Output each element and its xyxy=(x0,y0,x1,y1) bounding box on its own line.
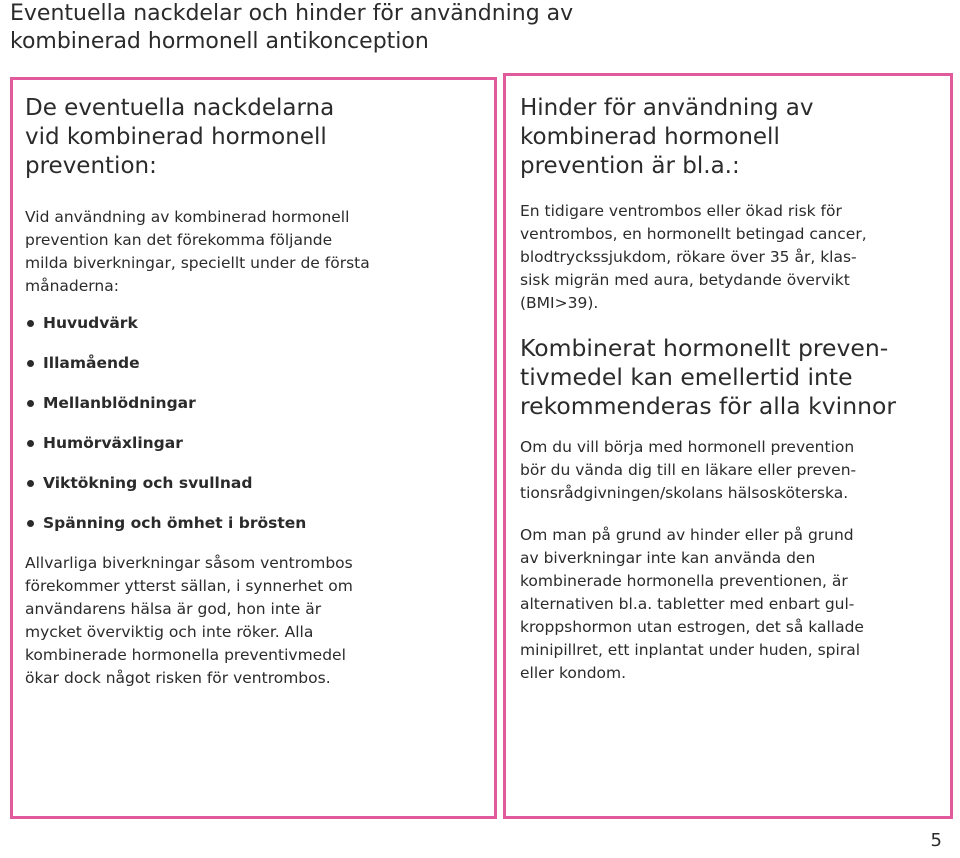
page-title-line: kombinerad hormonell antikonception xyxy=(10,29,429,54)
doctor-advice-paragraph xyxy=(520,436,940,505)
text-line: av biverkningar inte kan använda den xyxy=(520,549,816,567)
text-line: En tidigare ventrombos eller ökad risk för xyxy=(520,202,842,220)
list-item xyxy=(25,312,482,335)
heading-line: tivmedel kan emellertid inte xyxy=(520,363,853,391)
list-item xyxy=(25,392,482,415)
drawbacks-heading xyxy=(25,94,385,181)
bullet-icon xyxy=(27,520,34,527)
text-line: kombinerade hormonella preventivmedel xyxy=(25,646,346,664)
drawbacks-box xyxy=(10,77,497,819)
list-item-label: Viktökning och svullnad xyxy=(43,474,253,492)
page-title xyxy=(10,0,950,56)
text-line: kombinerade hormonella preventionen, är xyxy=(520,572,848,590)
bullet-icon xyxy=(27,360,34,367)
text-line: användarens hälsa är god, hon inte är xyxy=(25,600,322,618)
heading-line: rekommenderas för alla kvinnor xyxy=(520,392,897,420)
text-line: Om du vill börja med hormonell prevention xyxy=(520,438,855,456)
page-title-line: Eventuella nackdelar och hinder för användning av xyxy=(10,1,574,26)
side-effects-list xyxy=(25,312,482,535)
bullet-icon xyxy=(27,480,34,487)
page-number: 5 xyxy=(930,830,942,851)
contraindications-paragraph xyxy=(520,200,940,315)
text-line: sisk migrän med aura, betydande övervikt xyxy=(520,271,850,289)
mild-side-effects-intro xyxy=(25,206,455,298)
bullet-icon xyxy=(27,400,34,407)
text-line: ventrombos, en hormonellt betingad cancer, xyxy=(520,225,867,243)
serious-side-effects-paragraph xyxy=(25,552,455,690)
text-line: Om man på grund av hinder eller på grund xyxy=(520,526,854,544)
recommendation-heading xyxy=(520,334,940,421)
list-item xyxy=(25,472,482,495)
alternatives-paragraph xyxy=(520,524,940,685)
text-line: Vid användning av kombinerad hormonell xyxy=(25,208,350,226)
text-line: prevention kan det förekomma följande xyxy=(25,231,333,249)
list-item xyxy=(25,512,482,535)
list-item-label: Illamående xyxy=(43,354,140,372)
list-item-label: Spänning och ömhet i brösten xyxy=(43,514,307,532)
list-item xyxy=(25,352,482,375)
heading-line: vid kombinerad hormonell xyxy=(25,124,327,150)
list-item-label: Huvudvärk xyxy=(43,314,138,332)
heading-line: prevention är bl.a.: xyxy=(520,153,740,179)
bullet-icon xyxy=(27,440,34,447)
text-line: bör du vända dig till en läkare eller preven- xyxy=(520,461,857,479)
heading-line: De eventuella nackdelarna xyxy=(25,95,335,121)
list-item-label: Mellanblödningar xyxy=(43,394,196,412)
text-line: eller kondom. xyxy=(520,664,627,682)
text-line: Allvarliga biverkningar såsom ventrombos xyxy=(25,554,353,572)
list-item xyxy=(25,432,482,455)
text-line: tionsrådgivningen/skolans hälsosköterska. xyxy=(520,484,849,502)
text-line: månaderna: xyxy=(25,277,119,295)
text-line: förekommer ytterst sällan, i synnerhet om xyxy=(25,577,353,595)
heading-line: prevention: xyxy=(25,153,157,179)
contraindications-box xyxy=(503,73,953,819)
heading-line: kombinerad hormonell xyxy=(520,124,780,150)
heading-line: Hinder för användning av xyxy=(520,95,814,121)
text-line: blodtryckssjukdom, rökare över 35 år, klas- xyxy=(520,248,857,266)
bullet-icon xyxy=(27,320,34,327)
text-line: milda biverkningar, speciellt under de första xyxy=(25,254,370,272)
list-item-label: Humörväxlingar xyxy=(43,434,183,452)
text-line: alternativen bl.a. tabletter med enbart gul- xyxy=(520,595,855,613)
text-line: (BMI>39). xyxy=(520,294,599,312)
heading-line: Kombinerat hormonellt preven- xyxy=(520,334,889,362)
text-line: minipillret, ett inplantat under huden, spiral xyxy=(520,641,861,659)
text-line: mycket överviktig och inte röker. Alla xyxy=(25,623,314,641)
contraindications-heading xyxy=(520,94,920,181)
text-line: ökar dock något risken för ventrombos. xyxy=(25,669,331,687)
text-line: kroppshormon utan estrogen, det så kallade xyxy=(520,618,864,636)
